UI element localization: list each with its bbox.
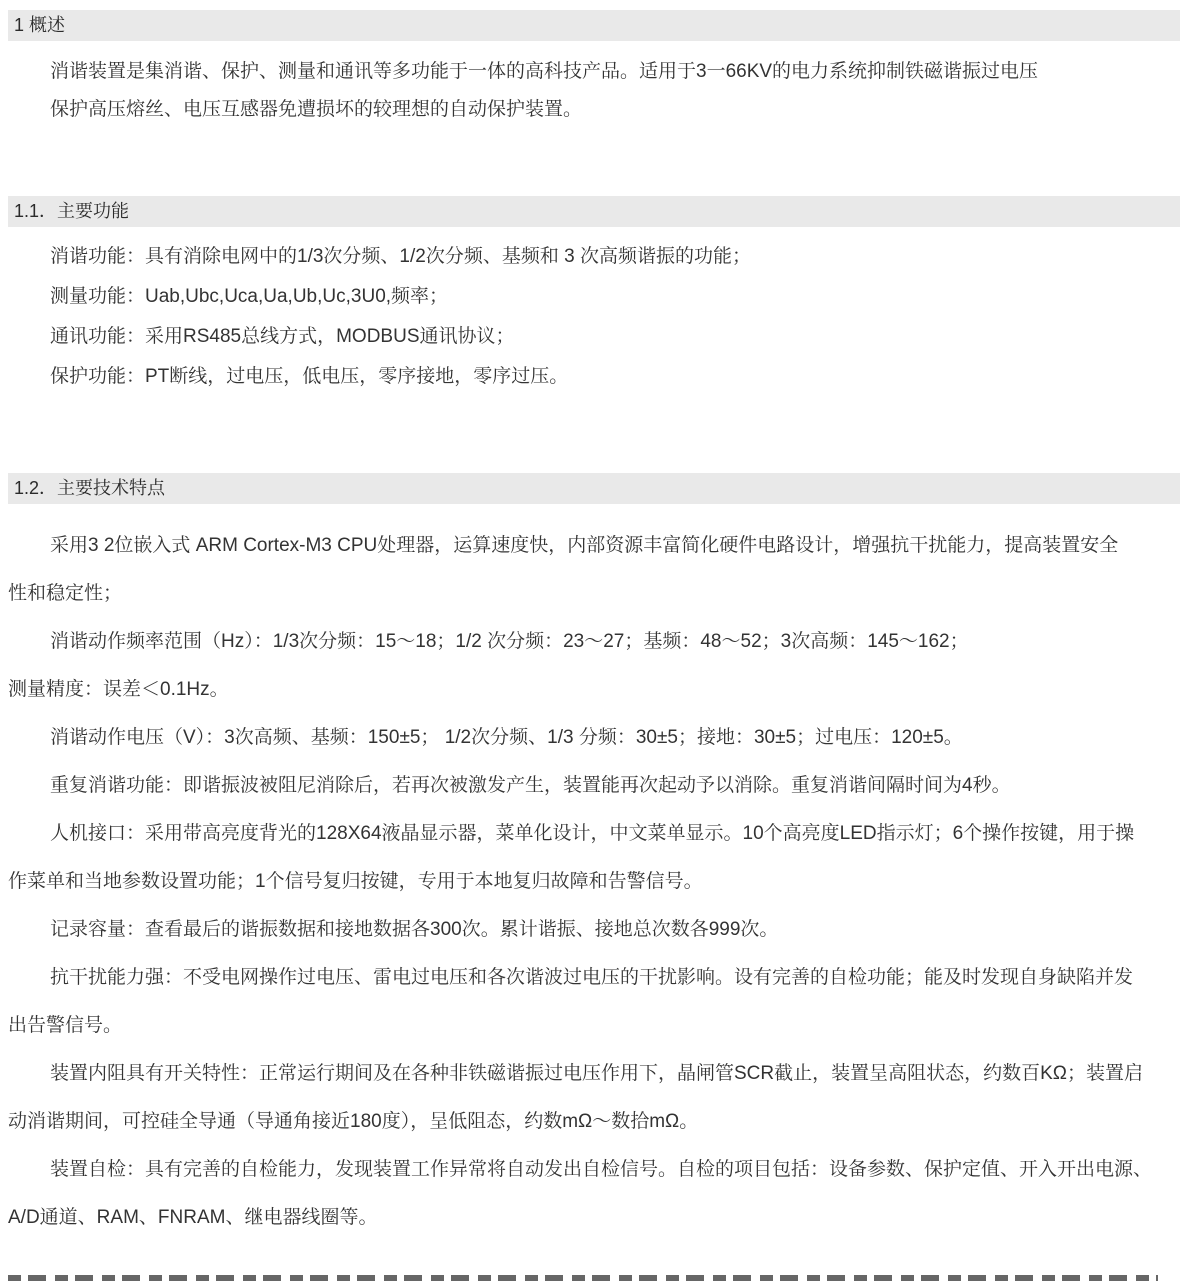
text-line: 性和稳定性； [8,583,123,604]
text-line: 抗干扰能力强：不受电网操作过电压、雷电过电压和各次谐波过电压的干扰影响。设有完善的自检功能；能及时发现自身缺陷并发 [50,967,1134,988]
text-line: A/D通道、RAM、FNRAM、继电器线圈等。 [8,1207,378,1228]
section-body-main-functions [8,237,1180,397]
text-line: 装置自检：具有完善的自检能力，发现装置工作异常将自动发出自检信号。自检的项目包括：设备参数、保护定值、开入开出电源、 [50,1159,1153,1180]
text-line: 消谐动作频率范围（Hz）：1/3次分频：15～18；1/2 次分频：23～27；基频：48～52；3次高频：145～162； [50,631,969,652]
text-line: 保护功能：PT断线，过电压，低电压，零序接地，零序过压。 [50,366,569,387]
text-line: 消谐装置是集消谐、保护、测量和通讯等多功能于一体的高科技产品。适用于3一66KV的电力系统抑制铁磁谐振过电压 [50,61,1039,82]
section-heading-technical-features: 1.2．主要技术特点 [8,473,1180,504]
section-heading-overview: 1 概述 [8,10,1180,41]
text-line: 消谐动作电压（V）：3次高频、基频：150±5； 1/2次分频、1/3 分频：30±5；接地：30±5；过电压：120±5。 [50,727,963,748]
text-line: 消谐功能：具有消除电网中的1/3次分频、1/2次分频、基频和 3 次高频谐振的功能； [50,246,751,267]
text-line: 采用3 2位嵌入式 ARM Cortex-M3 CPU处理器，运算速度快，内部资源丰富简化硬件电路设计，增强抗干扰能力，提高装置安全 [50,535,1119,556]
text-line: 测量功能：Uab,Ubc,Uca,Ua,Ub,Uc,3U0,频率； [50,286,449,307]
section-main-functions [8,196,1180,397]
section-overview [8,10,1180,129]
text-line: 装置内阻具有开关特性：正常运行期间及在各种非铁磁谐振过电压作用下，晶闸管SCR截止，装置呈高阻状态，约数百KΩ；装置启 [50,1063,1143,1084]
text-line: 记录容量：查看最后的谐振数据和接地数据各300次。累计谐振、接地总次数各999次。 [50,919,779,940]
text-line: 人机接口：采用带高亮度背光的128X64液晶显示器，菜单化设计，中文菜单显示。10个高亮度LED指示灯；6个操作按键，用于操 [50,823,1135,844]
text-line: 保护高压熔丝、电压互感器免遭损坏的较理想的自动保护装置。 [50,99,583,120]
text-line: 通讯功能：采用RS485总线方式，MODBUS通讯协议； [50,326,515,347]
text-line: 作菜单和当地参数设置功能；1个信号复归按键，专用于本地复归故障和告警信号。 [8,871,703,892]
section-body-technical-features [8,522,1180,1242]
text-line: 动消谐期间，可控硅全导通（导通角接近180度），呈低阻态，约数mΩ～数拾mΩ。 [8,1111,699,1132]
section-heading-main-functions: 1.1．主要功能 [8,196,1180,227]
section-body-overview [8,53,1180,129]
text-line: 出告警信号。 [8,1015,123,1036]
text-line: 测量精度：误差＜0.1Hz。 [8,679,229,700]
section-technical-features [8,473,1180,1242]
text-line: 重复消谐功能：即谐振波被阻尼消除后，若再次被激发产生，装置能再次起动予以消除。重复消谐间隔时间为4秒。 [50,775,1011,796]
clipped-text-row [8,1275,1158,1281]
